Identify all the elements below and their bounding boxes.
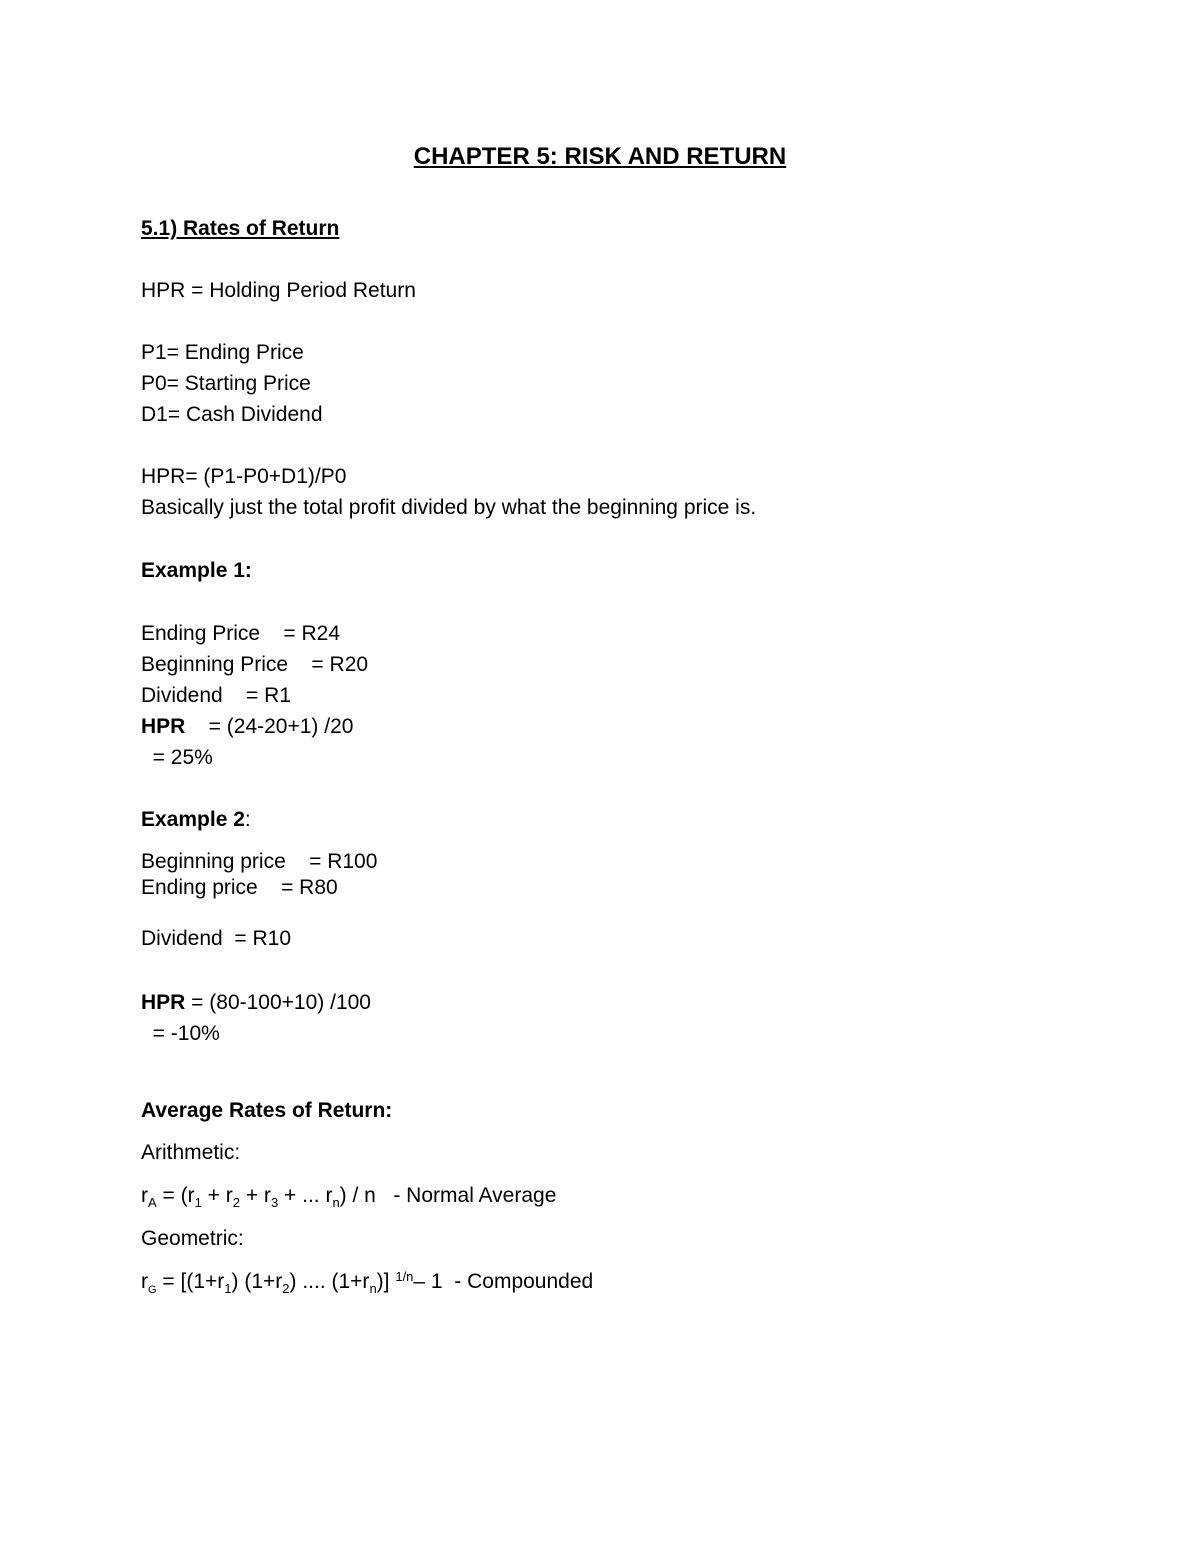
formula-sub-1: 1 xyxy=(194,1195,202,1210)
example2-result: = -10% xyxy=(141,1022,220,1045)
p0-definition: P0= Starting Price xyxy=(141,372,311,395)
example1-heading xyxy=(141,560,252,581)
example2-hpr-label: HPR xyxy=(141,991,186,1014)
example1-hpr-label: HPR xyxy=(141,715,186,738)
hpr-formula: HPR= (P1-P0+D1)/P0 xyxy=(141,465,347,488)
p1-definition: P1= Ending Price xyxy=(141,341,304,364)
geometric-label: Geometric: xyxy=(141,1227,244,1250)
formula-r: r xyxy=(141,1270,148,1293)
formula-sub-n: n xyxy=(369,1281,377,1296)
example1-ending-price: Ending Price = R24 xyxy=(141,622,341,645)
example1-result: = 25% xyxy=(141,746,213,769)
example2-dividend: Dividend = R10 xyxy=(141,927,292,950)
example2-heading-text: Example 2 xyxy=(141,808,245,831)
formula-part: + r xyxy=(240,1184,271,1207)
example1-heading-text: Example 1: xyxy=(141,559,252,582)
formula-part: ) / n - Normal Average xyxy=(339,1184,557,1207)
arithmetic-label: Arithmetic: xyxy=(141,1141,241,1164)
hpr-definition: HPR = Holding Period Return xyxy=(141,279,416,302)
page-title: CHAPTER 5: RISK AND RETURN xyxy=(413,143,787,170)
example2-heading-colon: : xyxy=(244,808,251,831)
formula-r: r xyxy=(141,1184,148,1207)
hpr-explanation: Basically just the total profit divided by what the beginning price is. xyxy=(141,496,757,519)
example2-hpr-calc: = (80-100+10) /100 xyxy=(185,991,371,1014)
section-heading: 5.1) Rates of Return xyxy=(141,217,340,240)
formula-sub-2: 2 xyxy=(232,1195,240,1210)
average-heading-text: Average Rates of Return: xyxy=(141,1099,393,1122)
example1-hpr xyxy=(141,716,353,737)
formula-sup-exponent: 1/n xyxy=(395,1269,414,1284)
example1-dividend: Dividend = R1 xyxy=(141,684,291,707)
formula-sub-3: 3 xyxy=(270,1195,279,1210)
formula-part: = (r xyxy=(156,1184,195,1207)
example2-ending-price: Ending price = R80 xyxy=(141,876,338,899)
formula-part: )] xyxy=(376,1270,396,1293)
geometric-formula xyxy=(141,1269,594,1296)
example2-beginning-price: Beginning price = R100 xyxy=(141,850,378,873)
formula-sub-n: n xyxy=(332,1195,340,1210)
formula-part: + ... r xyxy=(278,1184,333,1207)
formula-sub-a: A xyxy=(148,1195,157,1210)
arithmetic-formula xyxy=(141,1184,557,1210)
formula-sub-g: G xyxy=(148,1284,157,1296)
formula-sub-1: 1 xyxy=(224,1281,232,1296)
example2-hpr xyxy=(141,992,371,1013)
formula-part: = [(1+r xyxy=(156,1270,225,1293)
formula-part: – 1 - Compounded xyxy=(413,1270,594,1293)
formula-sub-2: 2 xyxy=(282,1281,290,1296)
example1-hpr-calc: = (24-20+1) /20 xyxy=(185,715,354,738)
formula-part: ) .... (1+r xyxy=(289,1270,370,1293)
d1-definition: D1= Cash Dividend xyxy=(141,403,323,426)
example1-beginning-price: Beginning Price = R20 xyxy=(141,653,369,676)
formula-part: + r xyxy=(201,1184,233,1207)
example2-heading xyxy=(141,809,251,830)
average-heading xyxy=(141,1100,392,1121)
formula-part: ) (1+r xyxy=(231,1270,283,1293)
